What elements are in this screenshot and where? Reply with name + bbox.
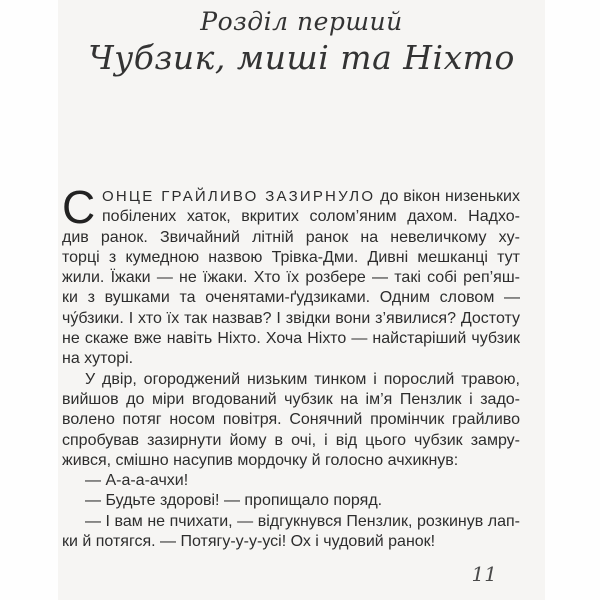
body-text bbox=[62, 181, 520, 552]
chapter-label: Розділ перший bbox=[200, 7, 403, 36]
text-line: спробував зазирнути йому в очі, і від цього чубзик замру- bbox=[62, 431, 520, 449]
text-line: — І вам не пчихати, — відгукнувся Пензлик, розкинув лап- bbox=[85, 512, 520, 530]
text-line: чу́бзики. І хто їх так назвав? І звідки вони з’явилися? Достоту bbox=[62, 309, 520, 327]
text-line: не скаже вже навіть Ніхто. Хоча Ніхто — найстаріший чубзик bbox=[62, 330, 520, 348]
text-line: торці з кумедною назвою Трівка-Дми. Дивні мешканці тут bbox=[62, 248, 520, 266]
chapter-title: Чубзик, миші та Ніхто bbox=[88, 38, 515, 77]
lead-caps-text: ОНЦЕ ГРАЙЛИВО ЗАЗИРНУЛО bbox=[102, 188, 376, 205]
drop-cap: С bbox=[62, 181, 96, 233]
book-page bbox=[58, 0, 545, 600]
body-lines bbox=[62, 181, 520, 552]
text-line: побілених хаток, вкритих солом’яним дахом. Надхо- bbox=[102, 208, 520, 226]
text-line: — А-а-а-ачхи! bbox=[85, 472, 189, 490]
text-line: ки й потягся. — Потягу-у-у-усі! Ох і чудовий ранок! bbox=[62, 533, 436, 551]
text-line bbox=[62, 187, 520, 207]
text-line: див ранок. Звичайний літній ранок на невеличкому ху- bbox=[62, 228, 520, 246]
text-line: ки з вушками та оченятами-ґудзиками. Одним словом — bbox=[62, 289, 520, 307]
chapter-heading bbox=[58, 6, 545, 78]
text-line: жився, смішно насупив мордочку й голосно ачхикнув: bbox=[62, 451, 459, 469]
text-line: вийшов до міри вгодований чубзик на ім’я Пензлик і задо- bbox=[62, 390, 520, 408]
text-line: — Будьте здорові! — пропищало поряд. bbox=[85, 492, 383, 510]
text-line: на хуторі. bbox=[62, 350, 134, 368]
page-number: 11 bbox=[471, 562, 497, 586]
line-text: до вікон низеньких bbox=[375, 188, 520, 205]
text-line: У двір, огороджений низьким тинком і порослий травою, bbox=[85, 370, 520, 388]
text-line: жили. Їжаки — не їжаки. Хто їх розбере — такі собі реп’яш- bbox=[62, 269, 520, 287]
text-line: волено потяг носом повітря. Сонячний промінчик грайливо bbox=[62, 411, 520, 429]
